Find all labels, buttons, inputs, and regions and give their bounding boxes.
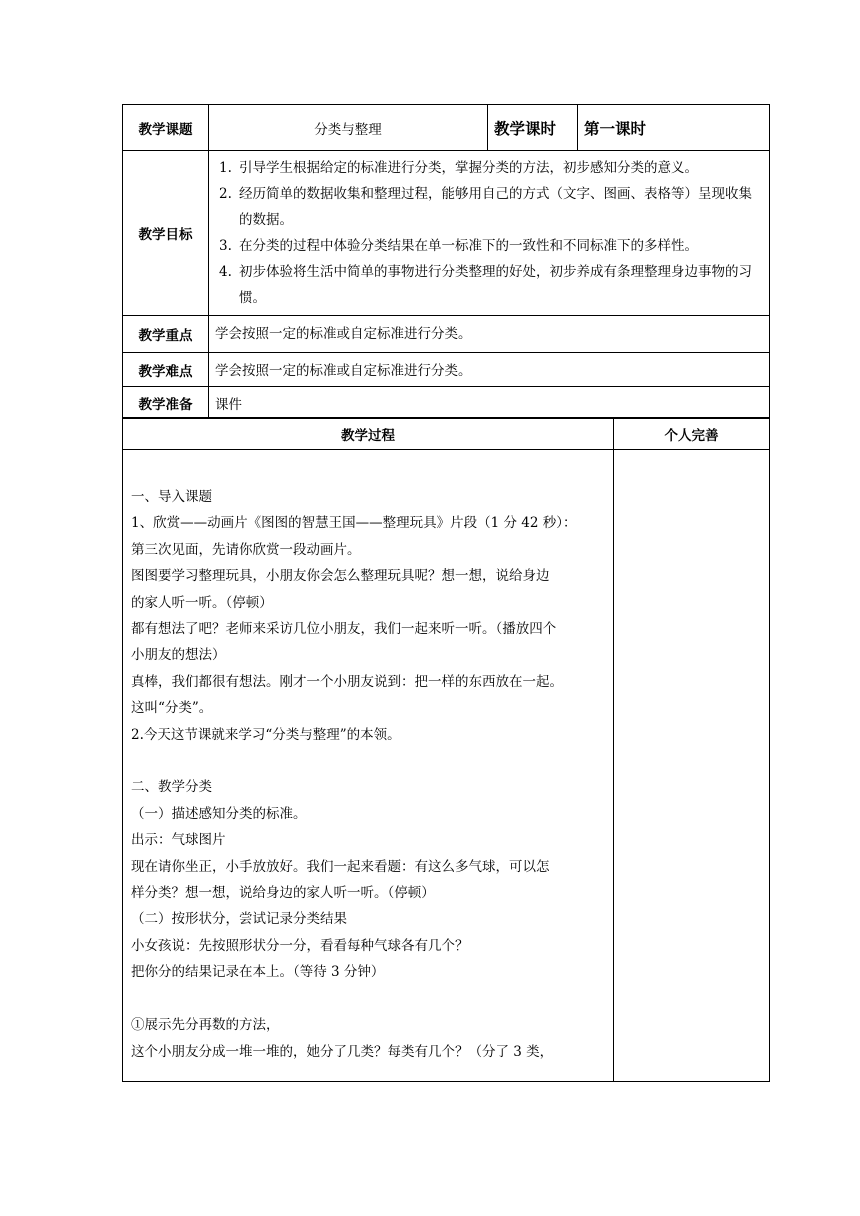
goals-cell [209,151,770,316]
process-header: 教学过程 [123,418,614,450]
goals-label: 教学目标 [123,151,209,316]
process-line: 第三次见面，先请你欣赏一段动画片。 [131,541,361,558]
key-point-label: 教学重点 [123,316,209,353]
process-line: 小女孩说：先按照形状分一分，看看每种气球各有几个？ [131,937,469,954]
process-line: 把你分的结果记录在本上。（等待 3 分钟） [131,964,385,981]
period-value: 第一课时 [578,105,770,151]
process-line: 这叫“分类”。 [131,700,213,717]
goal-item: 3. 在分类的过程中体验分类结果在单一标准下的一致性和不同标准下的多样性。 [219,238,698,254]
goal-item: 4. 初步体验将生活中简单的事物进行分类整理的好处，初步养成有条理整理身边事物的习惯。 [219,264,752,306]
topic-label: 教学课题 [123,105,209,151]
process-line: 1、欣赏——动画片《图图的智慧王国——整理玩具》片段（1 分 42 秒）： [131,515,577,532]
goals-list [209,151,769,315]
process-line: 二、教学分类 [131,779,212,796]
goal-item: 1. 引导学生根据给定的标准进行分类，掌握分类的方法，初步感知分类的意义。 [219,160,698,176]
process-line: 现在请你坐正，小手放放好。我们一起来看题：有这么多气球，可以怎 [131,858,550,875]
process-line: 小朋友的想法） [131,647,226,664]
blank-line [131,986,609,1012]
process-line: （二）按形状分，尝试记录分类结果 [131,911,347,928]
process-line: 2.今天这节课就来学习“分类与整理”的本领。 [131,726,401,743]
personal-notes-header: 个人完善 [614,418,770,450]
process-line: 真棒，我们都很有想法。刚才一个小朋友说到：把一样的东西放在一起。 [131,673,563,690]
process-table [122,417,770,1082]
process-line: 一、导入课题 [131,489,212,505]
process-line: 这个小朋友分成一堆一堆的，她分了几类？每类有几个？（分了 3 类， [131,1043,554,1060]
preparation-value: 课件 [209,387,770,419]
process-line: 的家人听一听。（停顿） [131,594,273,611]
difficulty-label: 教学难点 [123,353,209,387]
lesson-info-table [122,104,770,419]
preparation-label: 教学准备 [123,387,209,419]
personal-notes-cell [614,450,770,1082]
process-line: （一）描述感知分类的标准。 [131,805,307,822]
process-line: 出示：气球图片 [131,832,226,849]
process-line: 都有想法了吧？老师来采访几位小朋友，我们一起来听一听。（播放四个 [131,621,557,638]
goal-item: 2. 经历简单的数据收集和整理过程，能够用自己的方式（文字、图画、表格等）呈现收集的数据。 [219,186,752,228]
process-line: 图图要学习整理玩具，小朋友你会怎么整理玩具呢？想一想，说给身边 [131,568,550,585]
process-content [123,450,614,1082]
process-line: ①展示先分再数的方法， [131,1017,280,1034]
process-line: 样分类？想一想，说给身边的家人听一听。（停顿） [131,885,435,902]
key-point-value: 学会按照一定的标准或自定标准进行分类。 [209,316,770,353]
blank-line [131,748,609,774]
difficulty-value: 学会按照一定的标准或自定标准进行分类。 [209,353,770,387]
topic-value: 分类与整理 [209,105,488,151]
period-label: 教学课时 [488,105,578,151]
